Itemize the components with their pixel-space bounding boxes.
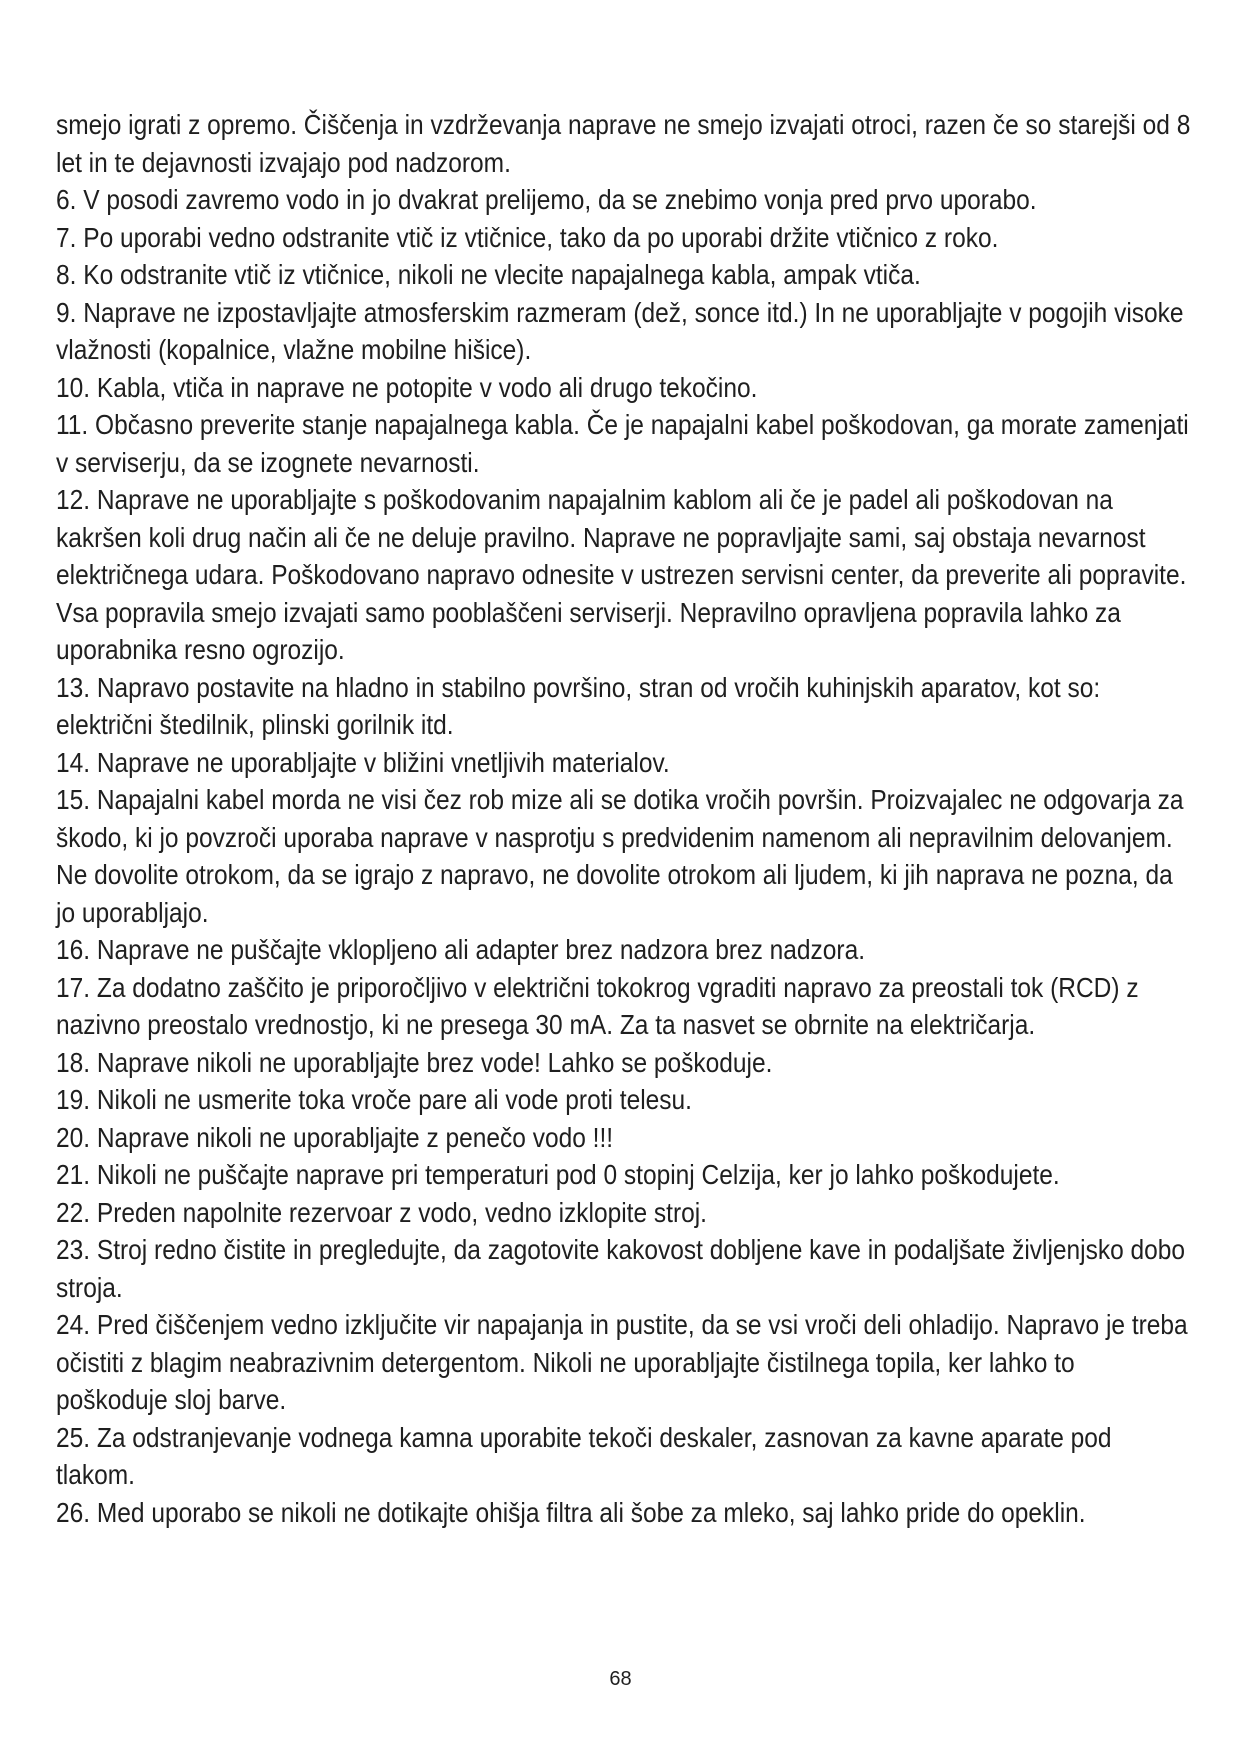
list-item-11: 11. Občasno preverite stanje napajalnega kabla. Če je napajalni kabel poškodovan, ga morate zamenjati v serviserju, da se izognete nevarnosti. xyxy=(56,409,1189,478)
list-item-17: 17. Za dodatno zaščito je priporočljivo v električni tokokrog vgraditi napravo za preostali tok (RCD) z nazivno preostalo vrednostjo, ki ne presega 30 mA. Za ta nasvet se obrnite na električarja. xyxy=(56,971,1139,1040)
list-item-7: 7. Po uporabi vedno odstranite vtič iz vtičnice, tako da po uporabi držite vtičnico z roko. xyxy=(56,221,999,253)
list-item-18: 18. Naprave nikoli ne uporabljajte brez vode! Lahko se poškoduje. xyxy=(56,1046,773,1078)
list-item-15: 15. Napajalni kabel morda ne visi čez rob mize ali se dotika vročih površin. Proizvajalec ne odgovarja za škodo, ki jo povzroči uporaba naprave v nasprotju s predvidenim namenom ali nepravilnim delovanjem. Ne dovolite otrokom, da se igrajo z napravo, ne dovolite otrokom ali ljudem, ki jih naprava ne pozna, da jo uporabljajo. xyxy=(56,784,1184,928)
paragraph-continuation: smejo igrati z opremo. Čiščenja in vzdrževanja naprave ne smejo izvajati otroci, razen če so starejši od 8 let in te dejavnosti izvajajo pod nadzorom. xyxy=(56,109,1191,178)
list-item-23: 23. Stroj redno čistite in pregledujte, da zagotovite kakovost dobljene kave in podaljšate življenjsko dobo stroja. xyxy=(56,1234,1186,1303)
list-item-12: 12. Naprave ne uporabljajte s poškodovanim napajalnim kablom ali če je padel ali poškodovan na kakršen koli drug način ali če ne deluje pravilno. Naprave ne popravljajte sami, saj obstaja nevarnost električnega udara. Poškodovano napravo odnesite v ustrezen servisni center, da preverite ali popravite. Vsa popravila smejo izvajati samo pooblaščeni serviserji. Nepravilno opravljena popravila lahko za uporabnika resno ogrozijo. xyxy=(56,484,1187,665)
list-item-8: 8. Ko odstranite vtič iz vtičnice, nikoli ne vlecite napajalnega kabla, ampak vtiča. xyxy=(56,259,921,290)
list-item-16: 16. Naprave ne puščajte vklopljeno ali adapter brez nadzora brez nadzora. xyxy=(56,934,866,965)
list-item-14: 14. Naprave ne uporabljajte v bližini vnetljivih materialov. xyxy=(56,746,670,778)
list-item-21: 21. Nikoli ne puščajte naprave pri temperaturi pod 0 stopinj Celzija, ker jo lahko poškodujete. xyxy=(56,1159,1060,1190)
document-body xyxy=(56,106,1191,1531)
list-item-10: 10. Kabla, vtiča in naprave ne potopite v vodo ali drugo tekočino. xyxy=(56,371,758,403)
list-item-19: 19. Nikoli ne usmerite toka vroče pare ali vode proti telesu. xyxy=(56,1084,692,1115)
page-number: 68 xyxy=(609,1668,632,1690)
list-item-24: 24. Pred čiščenjem vedno izključite vir napajanja in pustite, da se vsi vroči deli ohladijo. Napravo je treba očistiti z blagim neabrazivnim detergentom. Nikoli ne uporabljajte čistilnega topila, ker lahko to poškoduje sloj barve. xyxy=(56,1309,1188,1415)
list-item-22: 22. Preden napolnite rezervoar z vodo, vedno izklopite stroj. xyxy=(56,1196,707,1228)
list-item-26: 26. Med uporabo se nikoli ne dotikajte ohišja filtra ali šobe za mleko, saj lahko pride do opeklin. xyxy=(56,1496,1086,1528)
list-item-25: 25. Za odstranjevanje vodnega kamna uporabite tekoči deskaler, zasnovan za kavne aparate pod tlakom. xyxy=(56,1421,1112,1490)
list-item-13: 13. Napravo postavite na hladno in stabilno površino, stran od vročih kuhinjskih aparatov, kot so: električni štedilnik, plinski gorilnik itd. xyxy=(56,671,1101,740)
list-item-20: 20. Naprave nikoli ne uporabljajte z penečo vodo !!! xyxy=(56,1121,614,1153)
list-item-6: 6. V posodi zavremo vodo in jo dvakrat prelijemo, da se znebimo vonja pred prvo uporabo. xyxy=(56,184,1037,215)
list-item-9: 9. Naprave ne izpostavljajte atmosferskim razmeram (dež, sonce itd.) In ne uporabljajte v pogojih visoke vlažnosti (kopalnice, vlažne mobilne hišice). xyxy=(56,296,1184,365)
